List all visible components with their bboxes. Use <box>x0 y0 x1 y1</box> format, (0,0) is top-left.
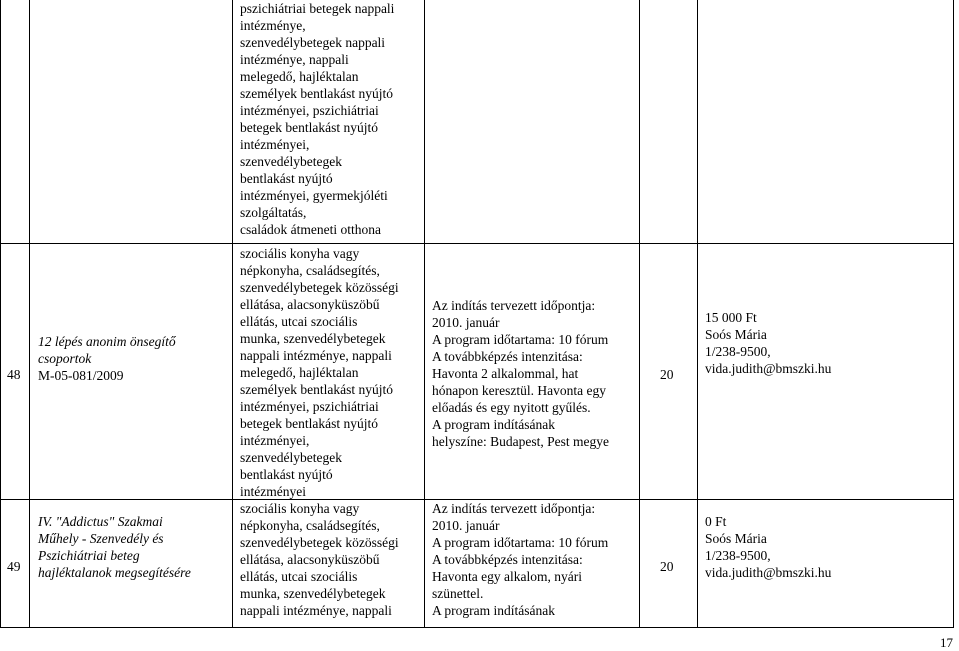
text-line: szociális konyha vagy <box>240 501 360 516</box>
text-line: Pszichiátriai beteg <box>38 548 140 563</box>
text-line: betegek bentlakást nyújtó <box>240 120 378 135</box>
text-line: ellátás, utcai szociális <box>240 314 358 329</box>
table-row-divider-48 <box>0 243 954 244</box>
text-line: A továbbképzés intenzitása: <box>432 349 583 364</box>
text-line: M-05-081/2009 <box>38 368 124 383</box>
text-line: intézményei, pszichiátriai <box>240 103 379 118</box>
text-line: Az indítás tervezett időpontja: <box>432 298 596 313</box>
text-line: intézményei, gyermekjóléti <box>240 188 388 203</box>
contact-phone: 1/238-9500, <box>705 548 771 563</box>
table-divider-col1 <box>29 0 30 628</box>
target-group <box>240 245 399 500</box>
text-line: A program indításának <box>432 417 555 432</box>
text-line: nappali intézménye, nappali <box>240 348 392 363</box>
text-line: munka, szenvedélybetegek <box>240 586 386 601</box>
text-line: szenvedélybetegek nappali <box>240 35 386 50</box>
table-border-right <box>953 0 954 628</box>
program-name <box>38 513 191 581</box>
program-info <box>432 500 608 619</box>
text-line: A program indításának <box>432 603 555 618</box>
text-line: pszichiátriai betegek nappali <box>240 1 395 16</box>
prev-row-target-group <box>240 0 394 238</box>
text-line: hajléktalanok megsegítésére <box>38 565 191 580</box>
target-group <box>240 500 399 619</box>
text-line: előadás és egy nyitott gyűlés. <box>432 400 591 415</box>
row-number: 49 <box>7 559 21 574</box>
text-line: A továbbképzés intenzitása: <box>432 552 583 567</box>
text-line: 2010. január <box>432 315 500 330</box>
text-line: nappali intézménye, nappali <box>240 603 392 618</box>
text-line: szenvedélybetegek közösségi <box>240 535 399 550</box>
text-line: 12 lépés anonim önsegítő <box>38 334 176 349</box>
page-number: 17 <box>940 635 953 650</box>
text-line: szociális konyha vagy <box>240 246 360 261</box>
hours-count: 20 <box>660 559 674 574</box>
text-line: melegedő, hajléktalan <box>240 69 359 84</box>
program-name <box>38 333 176 384</box>
text-line: népkonyha, családsegítés, <box>240 518 380 533</box>
table-divider-col4 <box>639 0 640 628</box>
text-line: bentlakást nyújtó <box>240 171 333 186</box>
fee: 0 Ft <box>705 514 727 529</box>
text-line: Az indítás tervezett időpontja: <box>432 501 596 516</box>
text-line: A program időtartama: 10 fórum <box>432 535 609 550</box>
text-line: szenvedélybetegek <box>240 450 342 465</box>
text-line: személyek bentlakást nyújtó <box>240 382 393 397</box>
text-line: ellátás, utcai szociális <box>240 569 358 584</box>
text-line: helyszíne: Budapest, Pest megye <box>432 434 609 449</box>
contact-email[interactable]: vida.judith@bmszki.hu <box>705 361 832 376</box>
text-line: betegek bentlakást nyújtó <box>240 416 378 431</box>
row-number: 48 <box>7 367 21 382</box>
text-line: A program időtartama: 10 fórum <box>432 332 609 347</box>
contact-email[interactable]: vida.judith@bmszki.hu <box>705 565 832 580</box>
text-line: intézménye, nappali <box>240 52 349 67</box>
contact-info <box>705 309 831 377</box>
text-line: ellátása, alacsonyküszöbű <box>240 552 380 567</box>
text-line: intézményei, <box>240 433 310 448</box>
text-line: Havonta egy alkalom, nyári <box>432 569 582 584</box>
text-line: Havonta 2 alkalommal, hat <box>432 366 579 381</box>
text-line: intézményei, pszichiátriai <box>240 399 379 414</box>
text-line: intézménye, <box>240 18 306 33</box>
contact-phone: 1/238-9500, <box>705 344 771 359</box>
text-line: szenvedélybetegek közösségi <box>240 280 399 295</box>
text-line: családok átmeneti otthona <box>240 222 381 237</box>
text-line: Műhely - Szenvedély és <box>38 531 164 546</box>
text-line: szenvedélybetegek <box>240 154 342 169</box>
hours-count: 20 <box>660 367 674 382</box>
table-border-left <box>0 0 1 628</box>
contact-name: Soós Mária <box>705 531 767 546</box>
text-line: ellátása, alacsonyküszöbű <box>240 297 380 312</box>
text-line: személyek bentlakást nyújtó <box>240 86 393 101</box>
text-line: szünettel. <box>432 586 484 601</box>
contact-info <box>705 513 831 581</box>
table-divider-col2 <box>232 0 233 628</box>
text-line: hónapon keresztül. Havonta egy <box>432 383 606 398</box>
text-line: népkonyha, családsegítés, <box>240 263 380 278</box>
text-line: munka, szenvedélybetegek <box>240 331 386 346</box>
program-info <box>432 297 609 450</box>
text-line: szolgáltatás, <box>240 205 307 220</box>
table-divider-col5 <box>697 0 698 628</box>
text-line: intézményei, <box>240 137 310 152</box>
table-divider-col3 <box>424 0 425 628</box>
text-line: bentlakást nyújtó <box>240 467 333 482</box>
text-line: IV. "Addictus" Szakmai <box>38 514 163 529</box>
text-line: 2010. január <box>432 518 500 533</box>
text-line: intézményei <box>240 484 306 499</box>
contact-name: Soós Mária <box>705 327 767 342</box>
text-line: melegedő, hajléktalan <box>240 365 359 380</box>
fee: 15 000 Ft <box>705 310 757 325</box>
text-line: csoportok <box>38 351 92 366</box>
table-border-bottom <box>0 627 954 628</box>
